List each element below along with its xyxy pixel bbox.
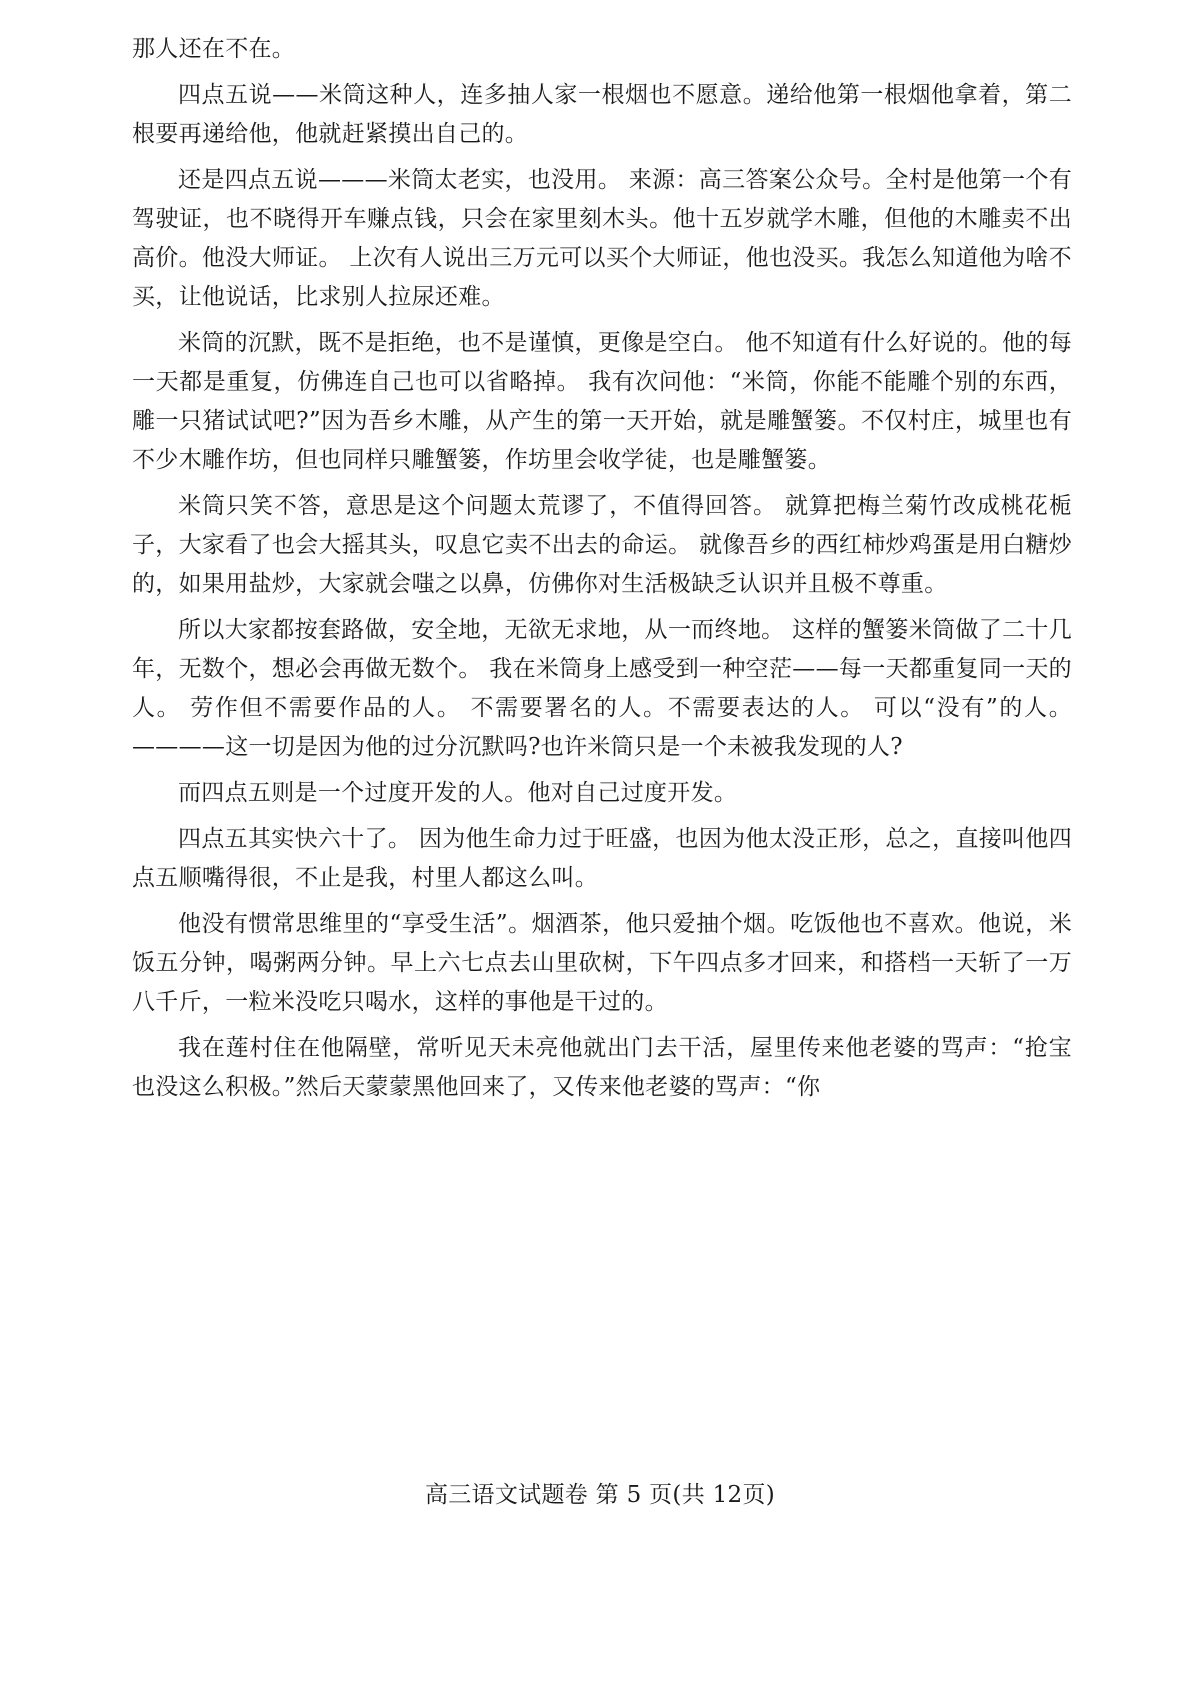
paragraph-7: 而四点五则是一个过度开发的人。他对自己过度开发。 — [178, 780, 738, 806]
paragraph-8: 四点五其实快六十了。 因为他生命力过于旺盛，也因为他太没正形，总之，直接叫他四点五顺嘴得很，不止是我，村里人都这么叫。 — [132, 826, 1072, 891]
paragraph-4: 米筒的沉默，既不是拒绝，也不是谨慎，更像是空白。 他不知道有什么好说的。他的每一天都是重复，仿佛连自己也可以省略掉。 我有次问他：“米筒，你能不能雕个别的东西，雕一只猪试试吧?”因为吾乡木雕，从产生的第一天开始，就是雕蟹篓。不仅村庄，城里也有不少木雕作坊，但也同样只雕蟹篓，作坊里会收学徒，也是雕蟹篓。 — [132, 330, 1072, 473]
paragraph-2: 四点五说——米筒这种人，连多抽人家一根烟也不愿意。递给他第一根烟他拿着，第二根要再递给他，他就赶紧摸出自己的。 — [132, 82, 1072, 147]
paragraph-10: 我在莲村住在他隔壁，常听见天未亮他就出门去干活，屋里传来他老婆的骂声：“抢宝也没这么积极。”然后天蒙蒙黑他回来了，又传来他老婆的骂声：“你 — [132, 1035, 1072, 1100]
article-body — [132, 30, 1072, 1114]
paragraph-3: 还是四点五说———米筒太老实，也没用。 来源：高三答案公众号。全村是他第一个有驾驶证，也不晓得开车赚点钱，只会在家里刻木头。他十五岁就学木雕，但他的木雕卖不出高价。他没大师证。 上次有人说出三万元可以买个大师证，他也没买。我怎么知道他为啥不买，让他说话，比求别人拉尿还难。 — [132, 167, 1072, 310]
paragraph-continuation: 那人还在不在。 — [132, 36, 296, 62]
page-footer: 高三语文试题卷 第 5 页(共 12页) — [424, 1482, 776, 1508]
paragraph-5: 米筒只笑不答，意思是这个问题太荒谬了，不值得回答。 就算把梅兰菊竹改成桃花栀子，大家看了也会大摇其头，叹息它卖不出去的命运。 就像吾乡的西红柿炒鸡蛋是用白糖炒的，如果用盐炒，大家就会嗤之以鼻，仿佛你对生活极缺乏认识并且极不尊重。 — [132, 493, 1072, 597]
paragraph-9: 他没有惯常思维里的“享受生活”。烟酒茶，他只爱抽个烟。吃饭他也不喜欢。他说，米饭五分钟，喝粥两分钟。早上六七点去山里砍树，下午四点多才回来，和搭档一天斩了一万八千斤，一粒米没吃只喝水，这样的事他是干过的。 — [132, 911, 1072, 1015]
paragraph-6: 所以大家都按套路做，安全地，无欲无求地，从一而终地。 这样的蟹篓米筒做了二十几年，无数个，想必会再做无数个。 我在米筒身上感受到一种空茫——每一天都重复同一天的人。 劳作但不需要作品的人。 不需要署名的人。不需要表达的人。 可以“没有”的人。————这一切是因为他的过分沉默吗?也许米筒只是一个未被我发现的人? — [132, 617, 1072, 760]
